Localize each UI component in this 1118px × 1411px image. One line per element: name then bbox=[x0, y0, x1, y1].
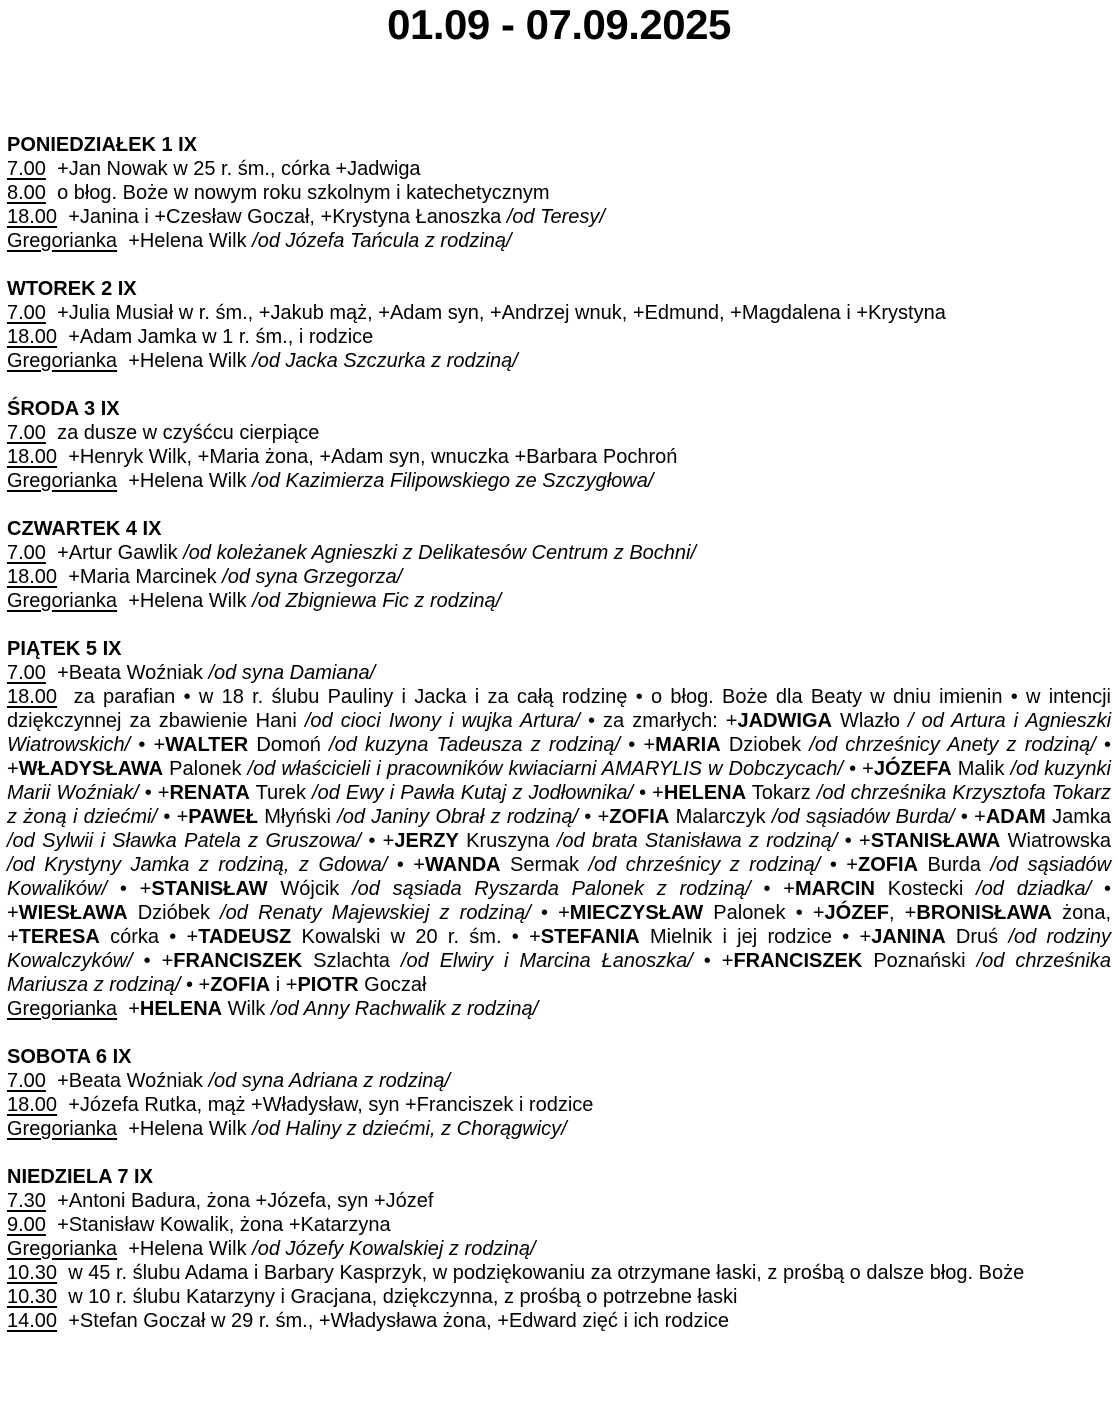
day-title: CZWARTEK 4 IX bbox=[7, 518, 162, 540]
spacer bbox=[117, 590, 128, 612]
offered-by-note: /od sąsiadów Kowalików/ bbox=[7, 854, 1112, 900]
spacer bbox=[57, 446, 68, 468]
intention-text: Domoń bbox=[248, 734, 330, 756]
mass-time: 14.00 bbox=[7, 1310, 58, 1332]
intention-text: żona, + bbox=[7, 902, 1112, 948]
intention-text: • + bbox=[954, 806, 986, 828]
intention-text: Jamka bbox=[1045, 806, 1112, 828]
day-section bbox=[7, 637, 1111, 1021]
offered-by-note: /od Józefa Tańcula z rodziną/ bbox=[252, 230, 512, 252]
offered-by-note: /od chrześnicy z rodziną/ bbox=[588, 854, 821, 876]
deceased-name: JADWIGA bbox=[737, 710, 832, 732]
spacer bbox=[117, 1238, 128, 1260]
intention-text: • + bbox=[180, 974, 211, 996]
mass-time: 18.00 bbox=[7, 206, 58, 228]
mass-time: 7.30 bbox=[7, 1190, 46, 1212]
deceased-name: PIOTR bbox=[297, 974, 359, 996]
offered-by-note: /od chrześnicy Anety z rodziną/ bbox=[809, 734, 1096, 756]
intention-text: +Maria Marcinek bbox=[68, 566, 217, 588]
mass-entry bbox=[7, 1261, 1111, 1285]
intention-text: Dziobek bbox=[720, 734, 810, 756]
intention-text: +Józefa Rutka, mąż +Władysław, syn +Franciszek i rodzice bbox=[68, 1094, 594, 1116]
mass-entry bbox=[7, 469, 1111, 493]
mass-entry bbox=[7, 229, 1111, 253]
intention-text: +Helena Wilk bbox=[128, 230, 247, 252]
mass-entry bbox=[7, 589, 1111, 613]
deceased-name: PAWEŁ bbox=[188, 806, 258, 828]
mass-entry bbox=[7, 1309, 1111, 1333]
spacer bbox=[57, 686, 74, 708]
spacer bbox=[46, 302, 57, 324]
mass-time: 7.00 bbox=[7, 302, 46, 324]
spacer bbox=[46, 542, 57, 564]
intention-text: +Helena Wilk bbox=[128, 1118, 247, 1140]
mass-entry bbox=[7, 181, 1111, 205]
intention-text: • + bbox=[7, 878, 1111, 924]
deceased-name: FRANCISZEK bbox=[733, 950, 863, 972]
offered-by-note: /od chrześnika Mariusza z rodziną/ bbox=[7, 950, 1112, 996]
intention-text: • + bbox=[620, 734, 656, 756]
mass-time: 9.00 bbox=[7, 1214, 46, 1236]
deceased-name: WIESŁAWA bbox=[18, 902, 128, 924]
mass-schedule bbox=[7, 133, 1111, 1357]
spacer bbox=[57, 1094, 68, 1116]
mass-time: 10.30 bbox=[7, 1262, 58, 1284]
mass-entry bbox=[7, 1237, 1111, 1261]
gregorianka-label: Gregorianka bbox=[7, 470, 118, 492]
deceased-name: JERZY bbox=[394, 830, 459, 852]
gregorianka-label: Gregorianka bbox=[7, 230, 118, 252]
spacer bbox=[46, 1214, 57, 1236]
offered-by-note: /od syna Grzegorza/ bbox=[222, 566, 403, 588]
deceased-name: MARIA bbox=[655, 734, 721, 756]
deceased-name: STANISŁAWA bbox=[870, 830, 1001, 852]
offered-by-note: /od koleżanek Agnieszki z Delikatesów Centrum z Bochni/ bbox=[183, 542, 697, 564]
mass-entry bbox=[7, 1117, 1111, 1141]
intention-text: Malarczyk bbox=[669, 806, 772, 828]
deceased-name: HELENA bbox=[139, 998, 223, 1020]
intention-text: +Julia Musiał w r. śm., +Jakub mąż, +Adam syn, +Andrzej wnuk, +Edmund, +Magdalena i +Krystyna bbox=[57, 302, 946, 324]
day-title: ŚRODA 3 IX bbox=[7, 398, 120, 420]
intention-text: • + bbox=[820, 854, 858, 876]
intention-text: +Beata Woźniak bbox=[57, 1070, 203, 1092]
mass-entry bbox=[7, 205, 1111, 229]
intention-text: • + bbox=[157, 806, 189, 828]
intention-text: • + bbox=[692, 950, 734, 972]
intention-text: o błog. Boże w nowym roku szkolnym i katechetycznym bbox=[57, 182, 550, 204]
mass-time: 7.00 bbox=[7, 542, 46, 564]
intention-text: +Helena Wilk bbox=[128, 470, 247, 492]
offered-by-note: /od Haliny z dziećmi, z Chorągwicy/ bbox=[252, 1118, 567, 1140]
intention-text: • + bbox=[361, 830, 395, 852]
intention-text: +Helena Wilk bbox=[128, 350, 247, 372]
intention-text: Druś bbox=[945, 926, 1009, 948]
deceased-name: ZOFIA bbox=[210, 974, 271, 996]
mass-entry bbox=[7, 565, 1111, 589]
intention-text: +Stanisław Kowalik, żona +Katarzyna bbox=[57, 1214, 391, 1236]
spacer bbox=[117, 230, 128, 252]
deceased-name: TADEUSZ bbox=[198, 926, 292, 948]
deceased-name: MIECZYSŁAW bbox=[569, 902, 704, 924]
intention-text: Szlachta bbox=[302, 950, 401, 972]
mass-time: 7.00 bbox=[7, 422, 46, 444]
mass-entry bbox=[7, 541, 1111, 565]
deceased-name: JÓZEFA bbox=[873, 758, 952, 780]
spacer bbox=[46, 1190, 57, 1212]
mass-time: 18.00 bbox=[7, 446, 58, 468]
mass-entry bbox=[7, 1189, 1111, 1213]
spacer bbox=[57, 1310, 68, 1332]
deceased-name: ZOFIA bbox=[609, 806, 670, 828]
intention-text: w 45 r. ślubu Adama i Barbary Kasprzyk, w podziękowaniu za otrzymane łaski, z prośbą o dalsze błog. Boże bbox=[68, 1262, 1025, 1284]
gregorianka-label: Gregorianka bbox=[7, 1238, 118, 1260]
offered-by-note: /od Janiny Obrał z rodziną/ bbox=[337, 806, 579, 828]
deceased-name: RENATA bbox=[169, 782, 250, 804]
intention-text: • za zmarłych: + bbox=[579, 710, 738, 732]
offered-by-note: /od syna Adriana z rodziną/ bbox=[208, 1070, 451, 1092]
mass-entry bbox=[7, 421, 1111, 445]
deceased-name: JANINA bbox=[871, 926, 946, 948]
mass-time: 18.00 bbox=[7, 566, 58, 588]
mass-entry bbox=[7, 1285, 1111, 1309]
offered-by-note: /od Zbigniewa Fic z rodziną/ bbox=[252, 590, 502, 612]
offered-by-note: /od Kazimierza Filipowskiego ze Szczygłowa/ bbox=[252, 470, 654, 492]
mass-time: 18.00 bbox=[7, 686, 58, 708]
spacer bbox=[46, 422, 57, 444]
intention-text: +Helena Wilk bbox=[128, 590, 247, 612]
intention-text: Kruszyna bbox=[458, 830, 557, 852]
spacer bbox=[57, 326, 68, 348]
day-section bbox=[7, 517, 1111, 613]
mass-entry bbox=[7, 349, 1111, 373]
offered-by-note: /od Józefy Kowalskiej z rodziną/ bbox=[252, 1238, 536, 1260]
intention-text: Młyński bbox=[257, 806, 338, 828]
spacer bbox=[117, 470, 128, 492]
offered-by-note: /od Sylwii i Sławka Patela z Gruszowa/ bbox=[7, 830, 362, 852]
intention-text: • + bbox=[107, 878, 152, 900]
intention-text: • + bbox=[130, 734, 166, 756]
deceased-name: STANISŁAW bbox=[151, 878, 268, 900]
day-title: NIEDZIELA 7 IX bbox=[7, 1166, 153, 1188]
intention-text: Palonek • + bbox=[703, 902, 825, 924]
intention-text: i + bbox=[270, 974, 298, 996]
offered-by-note: /od chrześnika Krzysztofa Tokarz z żoną i dziećmi/ bbox=[7, 782, 1112, 828]
offered-by-note: /od Elwiry i Marcina Łanoszka/ bbox=[400, 950, 693, 972]
intention-text: Wilk bbox=[222, 998, 271, 1020]
offered-by-note: /od rodziny Kowalczyków/ bbox=[7, 926, 1111, 972]
spacer bbox=[57, 206, 68, 228]
intention-text: , + bbox=[888, 902, 917, 924]
mass-time: 7.00 bbox=[7, 158, 46, 180]
intention-text: Wlazło bbox=[831, 710, 909, 732]
intention-text: Tokarz bbox=[746, 782, 817, 804]
intention-text: +Adam Jamka w 1 r. śm., i rodzice bbox=[68, 326, 374, 348]
deceased-name: BRONISŁAWA bbox=[916, 902, 1052, 924]
intention-text: Wiatrowska bbox=[1000, 830, 1112, 852]
intention-text: • + bbox=[843, 758, 874, 780]
spacer bbox=[57, 1286, 68, 1308]
mass-time: 7.00 bbox=[7, 1070, 46, 1092]
deceased-name: ADAM bbox=[985, 806, 1046, 828]
deceased-name: HELENA bbox=[663, 782, 747, 804]
intention-text: +Stefan Goczał w 29 r. śm., +Władysława żona, +Edward zięć i ich rodzice bbox=[68, 1310, 730, 1332]
gregorianka-label: Gregorianka bbox=[7, 998, 118, 1020]
day-title: SOBOTA 6 IX bbox=[7, 1046, 132, 1068]
gregorianka-label: Gregorianka bbox=[7, 590, 118, 612]
offered-by-note: /od Renaty Majewskiej z rodziną/ bbox=[220, 902, 531, 924]
day-section bbox=[7, 1165, 1111, 1333]
offered-by-note: /od sąsiada Ryszarda Palonek z rodziną/ bbox=[352, 878, 751, 900]
intention-text: Sermak bbox=[500, 854, 589, 876]
intention-text: • + bbox=[138, 782, 170, 804]
deceased-name: WŁADYSŁAWA bbox=[18, 758, 164, 780]
deceased-name: WANDA bbox=[425, 854, 501, 876]
mass-entry bbox=[7, 445, 1111, 469]
offered-by-note: /od kuzyna Tadeusza z rodziną/ bbox=[329, 734, 621, 756]
spacer bbox=[46, 182, 57, 204]
intention-text: • + bbox=[7, 734, 1112, 780]
spacer bbox=[57, 1262, 68, 1284]
offered-by-note: /od cioci Iwony i wujka Artura/ bbox=[304, 710, 580, 732]
spacer bbox=[46, 1070, 57, 1092]
mass-entry bbox=[7, 1069, 1111, 1093]
mass-entry bbox=[7, 157, 1111, 181]
mass-time: 18.00 bbox=[7, 326, 58, 348]
intention-text: +Henryk Wilk, +Maria żona, +Adam syn, wnuczka +Barbara Pochroń bbox=[68, 446, 678, 468]
offered-by-note: / od Artura i Agnieszki Wiatrowskich/ bbox=[7, 710, 1112, 756]
intention-text: za dusze w czyśćcu cierpiące bbox=[57, 422, 320, 444]
mass-entry bbox=[7, 1213, 1111, 1237]
mass-time: 18.00 bbox=[7, 1094, 58, 1116]
intention-text: Malik bbox=[951, 758, 1011, 780]
day-section bbox=[7, 397, 1111, 493]
mass-time: 8.00 bbox=[7, 182, 46, 204]
spacer bbox=[117, 998, 128, 1020]
intention-text: +Janina i +Czesław Goczał, +Krystyna Łanoszka bbox=[68, 206, 502, 228]
day-title: PONIEDZIAŁEK 1 IX bbox=[7, 134, 198, 156]
intention-text: +Antoni Badura, żona +Józefa, syn +Józef bbox=[57, 1190, 434, 1212]
mass-entry bbox=[7, 661, 1111, 685]
mass-entry bbox=[7, 301, 1111, 325]
mass-entry bbox=[7, 997, 1111, 1021]
mass-entry bbox=[7, 685, 1111, 997]
offered-by-note: /od brata Stanisława z rodziną/ bbox=[556, 830, 838, 852]
offered-by-note: /od syna Damiana/ bbox=[208, 662, 376, 684]
offered-by-note: /od Teresy/ bbox=[506, 206, 605, 228]
deceased-name: TERESA bbox=[18, 926, 100, 948]
intention-text: • + bbox=[750, 878, 795, 900]
day-title: WTOREK 2 IX bbox=[7, 278, 137, 300]
intention-text: Turek bbox=[249, 782, 313, 804]
mass-time: 7.00 bbox=[7, 662, 46, 684]
intention-text: Poznański bbox=[862, 950, 977, 972]
offered-by-note: /od kuzynki Marii Woźniak/ bbox=[7, 758, 1111, 804]
spacer bbox=[117, 1118, 128, 1140]
offered-by-note: /od dziadka/ bbox=[976, 878, 1092, 900]
intention-text: Palonek bbox=[163, 758, 248, 780]
day-section bbox=[7, 1045, 1111, 1141]
mass-time: 10.30 bbox=[7, 1286, 58, 1308]
day-section bbox=[7, 277, 1111, 373]
intention-text: Goczał bbox=[358, 974, 427, 996]
intention-text: • + bbox=[132, 950, 174, 972]
intention-text: Burda bbox=[918, 854, 991, 876]
mass-entry bbox=[7, 325, 1111, 349]
deceased-name: ZOFIA bbox=[858, 854, 918, 876]
offered-by-note: /od Anny Rachwalik z rodziną/ bbox=[271, 998, 539, 1020]
intention-text: Wójcik bbox=[267, 878, 353, 900]
intention-text: +Helena Wilk bbox=[128, 1238, 247, 1260]
deceased-name: STEFANIA bbox=[540, 926, 640, 948]
intention-text: +Jan Nowak w 25 r. śm., córka +Jadwiga bbox=[57, 158, 421, 180]
day-title: PIĄTEK 5 IX bbox=[7, 638, 122, 660]
intention-text: +Artur Gawlik bbox=[57, 542, 178, 564]
intention-text: + bbox=[128, 998, 140, 1020]
page-title: 01.09 - 07.09.2025 bbox=[387, 1, 731, 48]
mass-entry bbox=[7, 1093, 1111, 1117]
offered-by-note: /od właścicieli i pracowników kwiaciarni AMARYLIS w Dobczycach/ bbox=[247, 758, 844, 780]
day-section bbox=[7, 133, 1111, 253]
intention-text: • + bbox=[633, 782, 664, 804]
spacer bbox=[46, 662, 57, 684]
deceased-name: WALTER bbox=[165, 734, 249, 756]
gregorianka-label: Gregorianka bbox=[7, 1118, 118, 1140]
intention-text: Dzióbek bbox=[127, 902, 221, 924]
intention-text: • + bbox=[837, 830, 871, 852]
offered-by-note: /od sąsiadów Burda/ bbox=[771, 806, 955, 828]
deceased-name: FRANCISZEK bbox=[173, 950, 303, 972]
intention-text: • + bbox=[387, 854, 426, 876]
spacer bbox=[46, 158, 57, 180]
gregorianka-label: Gregorianka bbox=[7, 350, 118, 372]
offered-by-note: /od Jacka Szczurka z rodziną/ bbox=[252, 350, 518, 372]
offered-by-note: /od Krystyny Jamka z rodziną, z Gdowa/ bbox=[7, 854, 388, 876]
spacer bbox=[57, 566, 68, 588]
intention-text: • + bbox=[530, 902, 570, 924]
intention-text: +Beata Woźniak bbox=[57, 662, 203, 684]
offered-by-note: /od Ewy i Pawła Kutaj z Jodłownika/ bbox=[312, 782, 634, 804]
deceased-name: JÓZEF bbox=[824, 902, 889, 924]
intention-text: Kostecki bbox=[874, 878, 977, 900]
intention-text: w 10 r. ślubu Katarzyny i Gracjana, dziękczynna, z prośbą o potrzebne łaski bbox=[68, 1286, 738, 1308]
spacer bbox=[117, 350, 128, 372]
intention-text: • + bbox=[578, 806, 610, 828]
intention-text: Kowalski w 20 r. śm. • + bbox=[291, 926, 541, 948]
intention-text: córka • + bbox=[99, 926, 199, 948]
intention-text: Mielnik i jej rodzice • + bbox=[639, 926, 872, 948]
intention-text: za parafian • w 18 r. ślubu Pauliny i Jacka i za całą rodzinę • o błog. Boże dla Beaty w dniu imienin • w intencji dziękczynnej za zbawienie Hani bbox=[7, 686, 1111, 732]
deceased-name: MARCIN bbox=[794, 878, 875, 900]
